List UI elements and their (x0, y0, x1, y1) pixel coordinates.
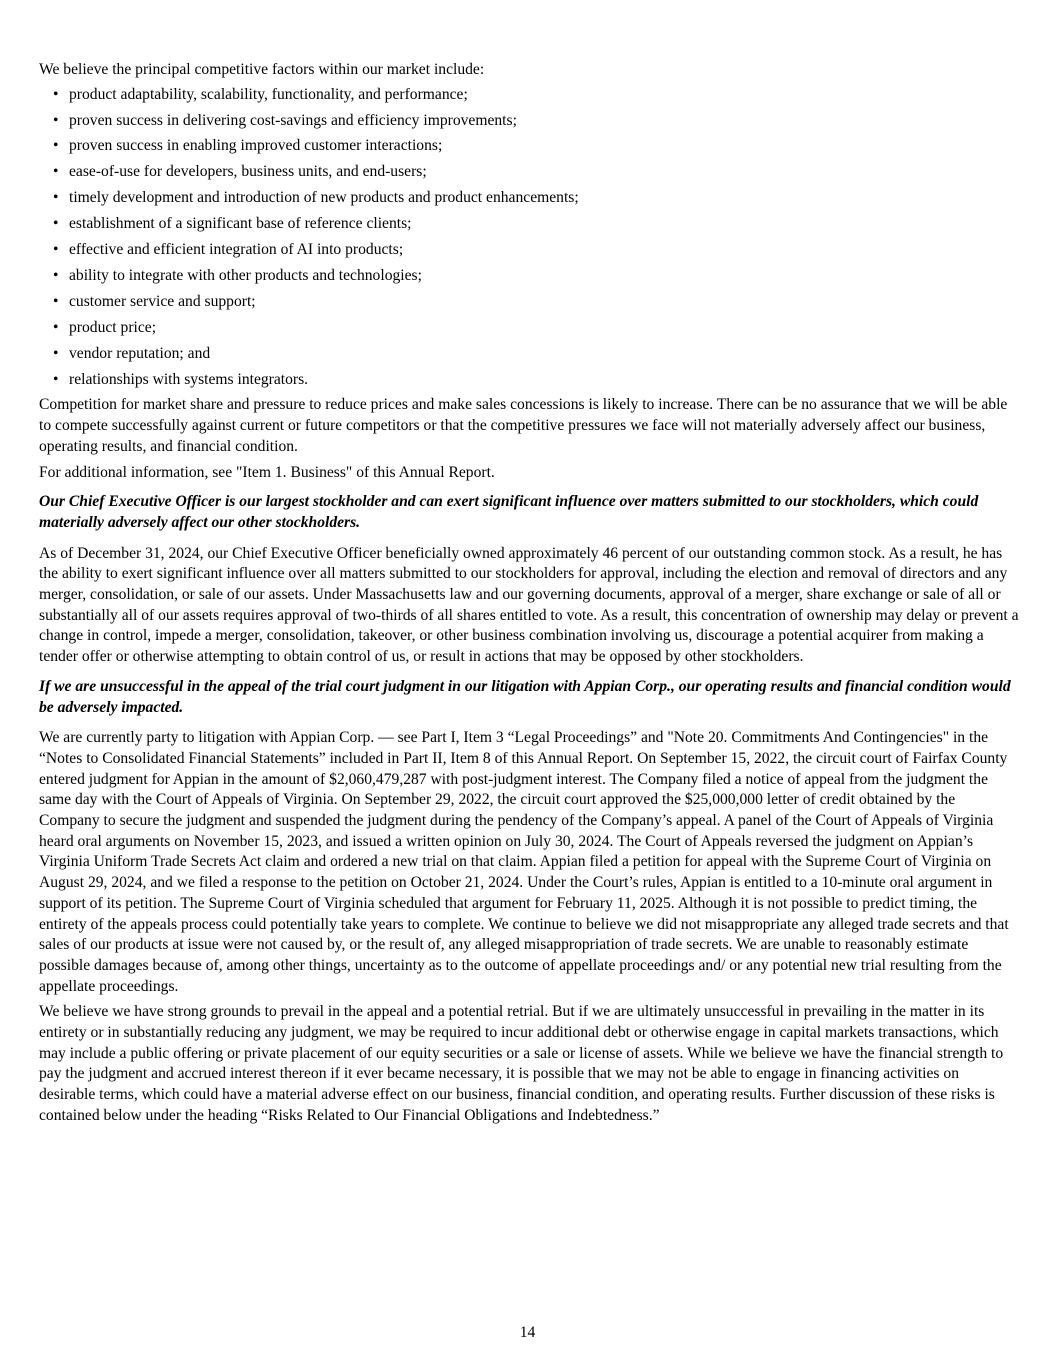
ceo-risk-paragraph: As of December 31, 2024, our Chief Executive Officer beneficially owned approximately 46 percent of our outstanding common stock. As a result, he has the ability to exert significant influence over all matters submitted to our stockholders for approval, including the election and removal of directors and any merger, consolidation, or sale of our assets. Under Massachusetts law and our governing documents, approval of a merger, share exchange or sale of all or substantially all of our assets requires approval of two-thirds of all shares entitled to vote. As a result, this concentration of ownership may delay or prevent a change in control, impede a merger, consolidation, takeover, or other business combination involving us, discourage a potential acquirer from making a tender offer or otherwise attempting to obtain control of us, or result in actions that may be opposed by other stockholders. (39, 544, 1019, 666)
additional-info-paragraph: For additional information, see "Item 1. Business" of this Annual Report. (39, 463, 495, 481)
list-item-text: effective and efficient integration of AI into products; (69, 241, 404, 259)
list-item (39, 292, 1019, 318)
appeal-risk-heading: If we are unsuccessful in the appeal of the trial court judgment in our litigation with Appian Corp., our operating results and financial condition would be adversely impacted. (39, 677, 1011, 716)
bullet-icon: • (53, 266, 59, 284)
competition-paragraph: Competition for market share and pressure to reduce prices and make sales concessions is likely to increase. There can be no assurance that we will be able to compete successfully against current or future competitors or that the competitive pressures we face will not materially adversely affect our business, operating results, and financial condition. (39, 396, 1008, 455)
list-item-text: ease-of-use for developers, business units, and end-users; (69, 163, 427, 181)
list-item-text: timely development and introduction of new products and product enhancements; (69, 189, 579, 207)
list-item-text: vendor reputation; and (69, 344, 211, 362)
bullet-icon: • (53, 137, 59, 155)
bullet-icon: • (53, 344, 59, 362)
bullet-icon: • (53, 189, 59, 207)
list-item-text: product price; (69, 318, 157, 336)
list-item-text: customer service and support; (69, 292, 256, 310)
page-number: 14 (519, 1324, 536, 1341)
list-item (39, 214, 1019, 240)
document-page (39, 60, 1019, 1132)
prevail-paragraph: We believe we have strong grounds to prevail in the appeal and a potential retrial. But if we are ultimately unsuccessful in prevailing in the matter in its entirety or in substantially reducing any judgment, we may be required to incur additional debt or otherwise engage in capital markets transactions, which may include a public offering or private placement of our equity securities or a sale or license of assets. While we believe we have the financial strength to pay the judgment and accrued interest thereon if it ever became necessary, it is possible that we may not be able to engage in financing activities on desirable terms, which could have a material adverse effect on our business, financial condition, and operating results. Further discussion of these risks is contained below under the heading “Risks Related to Our Financial Obligations and Indebtedness.” (39, 1003, 1004, 1124)
bullet-icon: • (53, 241, 59, 259)
list-item (39, 85, 1019, 111)
ceo-risk-heading: Our Chief Executive Officer is our largest stockholder and can exert significant influence over matters submitted to our stockholders, which could materially adversely affect our other stockholders. (39, 493, 979, 531)
list-item (39, 188, 1019, 214)
list-item (39, 240, 1019, 266)
list-item-text: establishment of a significant base of reference clients; (69, 215, 412, 233)
bullet-icon: • (53, 111, 59, 129)
competitive-factors-list (39, 85, 1019, 396)
bullet-icon: • (53, 292, 59, 310)
list-item (39, 344, 1019, 370)
list-item (39, 266, 1019, 292)
bullet-icon: • (53, 163, 59, 181)
bullet-icon: • (53, 318, 59, 336)
list-item (39, 111, 1019, 137)
list-item (39, 162, 1019, 188)
litigation-paragraph: We are currently party to litigation with Appian Corp. — see Part I, Item 3 “Legal Proceedings” and "Note 20. Commitments And Contingencies" in the “Notes to Consolidated Financial Statements” included in Part II, Item 8 of this Annual Report. On September 15, 2022, the circuit court of Fairfax County entered judgment for Appian in the amount of $2,060,479,287 with post-judgment interest. The Company filed a notice of appeal from the judgment the same day with the Court of Appeals of Virginia. On September 29, 2022, the circuit court approved the $25,000,000 letter of credit obtained by the Company to secure the judgment and suspended the judgment during the pendency of the Company’s appeal. A panel of the Court of Appeals of Virginia heard oral arguments on November 15, 2023, and issued a written opinion on July 30, 2024. The Court of Appeals reversed the judgment on Appian’s Virginia Uniform Trade Secrets Act claim and ordered a new trial on that claim. Appian filed a petition for appeal with the Supreme Court of Virginia on August 29, 2024, and we filed a response to the petition on October 21, 2024. Under the Court’s rules, Appian is entitled to a 10-minute oral argument in support of its petition. The Supreme Court of Virginia scheduled that argument for February 11, 2025. Although it is not possible to predict timing, the entirety of the appeals process could potentially take years to complete. We continue to believe we did not misappropriate any alleged trade secrets and that sales of our products at issue were not caused by, or the result of, any alleged misappropriation of trade secrets. We are unable to reasonably estimate possible damages because of, among other things, uncertainty as to the outcome of appellate proceedings and/ or any potential new trial resulting from the appellate proceedings. (39, 729, 1009, 995)
list-item-text: product adaptability, scalability, functionality, and performance; (69, 85, 468, 103)
factors-intro: We believe the principal competitive factors within our market include: (39, 61, 485, 78)
list-item-text: proven success in enabling improved customer interactions; (69, 137, 443, 155)
bullet-icon: • (53, 215, 59, 233)
list-item (39, 370, 1019, 396)
list-item (39, 136, 1019, 162)
list-item (39, 318, 1019, 344)
list-item-text: proven success in delivering cost-savings and efficiency improvements; (69, 111, 517, 129)
bullet-icon: • (53, 370, 59, 388)
bullet-icon: • (53, 85, 59, 103)
list-item-text: ability to integrate with other products and technologies; (69, 266, 422, 284)
list-item-text: relationships with systems integrators. (69, 370, 309, 388)
